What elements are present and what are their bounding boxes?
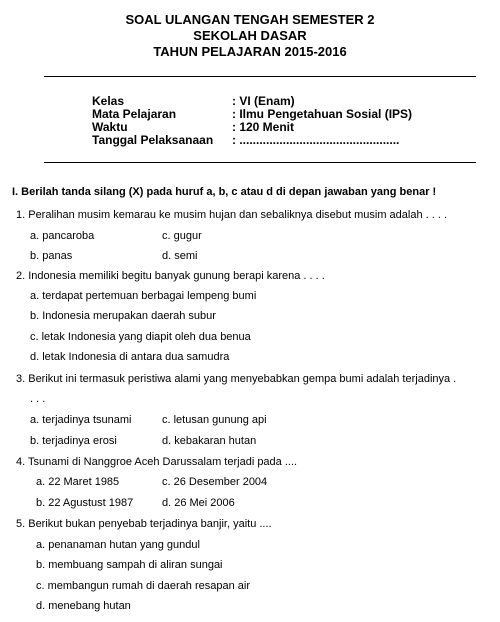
header-title-line1: SOAL ULANGAN TENGAH SEMESTER 2: [125, 12, 375, 27]
section-instruction: I. Berilah tanda silang (X) pada huruf a, b, c atau d di depan jawaban yang benar !: [12, 186, 437, 198]
option-2c: c. letak Indonesia yang diapit oleh dua benua: [30, 331, 251, 343]
option-5c: c. membangun rumah di daerah resapan air: [36, 580, 251, 592]
option-3a: a. terjadinya tsunami: [30, 414, 132, 426]
question-3: 3. Berikut ini termasuk peristiwa alami yang menyebabkan gempa bumi adalah terjadinya .: [16, 373, 457, 385]
option-2a: a. terdapat pertemuan berbagai lempeng bumi: [30, 290, 257, 302]
option-2b: b. Indonesia merupakan daerah subur: [30, 310, 216, 322]
info-label: Kelas: [92, 94, 125, 108]
info-value: : ................................................: [232, 133, 400, 147]
question-5: 5. Berikut bukan penyebab terjadinya banjir, yaitu ....: [16, 518, 272, 530]
option-2d: d. letak Indonesia di antara dua samudra: [30, 351, 230, 363]
option-3c: c. letusan gunung api: [162, 414, 267, 426]
info-value: : Ilmu Pengetahuan Sosial (IPS): [232, 107, 413, 121]
question-4: 4. Tsunami di Nanggroe Aceh Darussalam terjadi pada ....: [16, 456, 298, 468]
option-1b: b. panas: [30, 250, 73, 262]
option-3d: d. kebakaran hutan: [162, 435, 257, 447]
option-5b: b. membuang sampah di aliran sungai: [36, 559, 223, 571]
info-value: : VI (Enam): [232, 94, 295, 108]
question-2: 2. Indonesia memiliki begitu banyak gunung berapi karena . . . .: [16, 270, 325, 282]
option-4b: b. 22 Agustust 1987: [36, 497, 134, 509]
info-value: : 120 Menit: [232, 120, 295, 134]
question-1: 1. Peralihan musim kemarau ke musim hujan dan sebaliknya disebut musim adalah . . . .: [16, 209, 448, 221]
option-4c: c. 26 Desember 2004: [162, 476, 268, 488]
header-title-line3: TAHUN PELAJARAN 2015-2016: [153, 44, 347, 59]
option-4a: a. 22 Maret 1985: [36, 476, 120, 488]
option-3b: b. terjadinya erosi: [30, 435, 117, 447]
header-divider-top: [44, 76, 476, 77]
option-5d: d. menebang hutan: [36, 600, 131, 612]
option-4d: d. 26 Mei 2006: [162, 497, 235, 509]
option-1c: c. gugur: [162, 230, 202, 242]
option-1d: d. semi: [162, 250, 198, 262]
option-1a: a. pancaroba: [30, 230, 95, 242]
info-label: Tanggal Pelaksanaan: [92, 133, 214, 147]
info-label: Waktu: [92, 120, 128, 134]
option-5a: a. penanaman hutan yang gundul: [36, 539, 200, 551]
header-divider-bottom: [44, 162, 476, 163]
question-3-continuation: . . .: [30, 393, 46, 405]
header-title-line2: SEKOLAH DASAR: [193, 28, 307, 43]
info-label: Mata Pelajaran: [92, 107, 177, 121]
